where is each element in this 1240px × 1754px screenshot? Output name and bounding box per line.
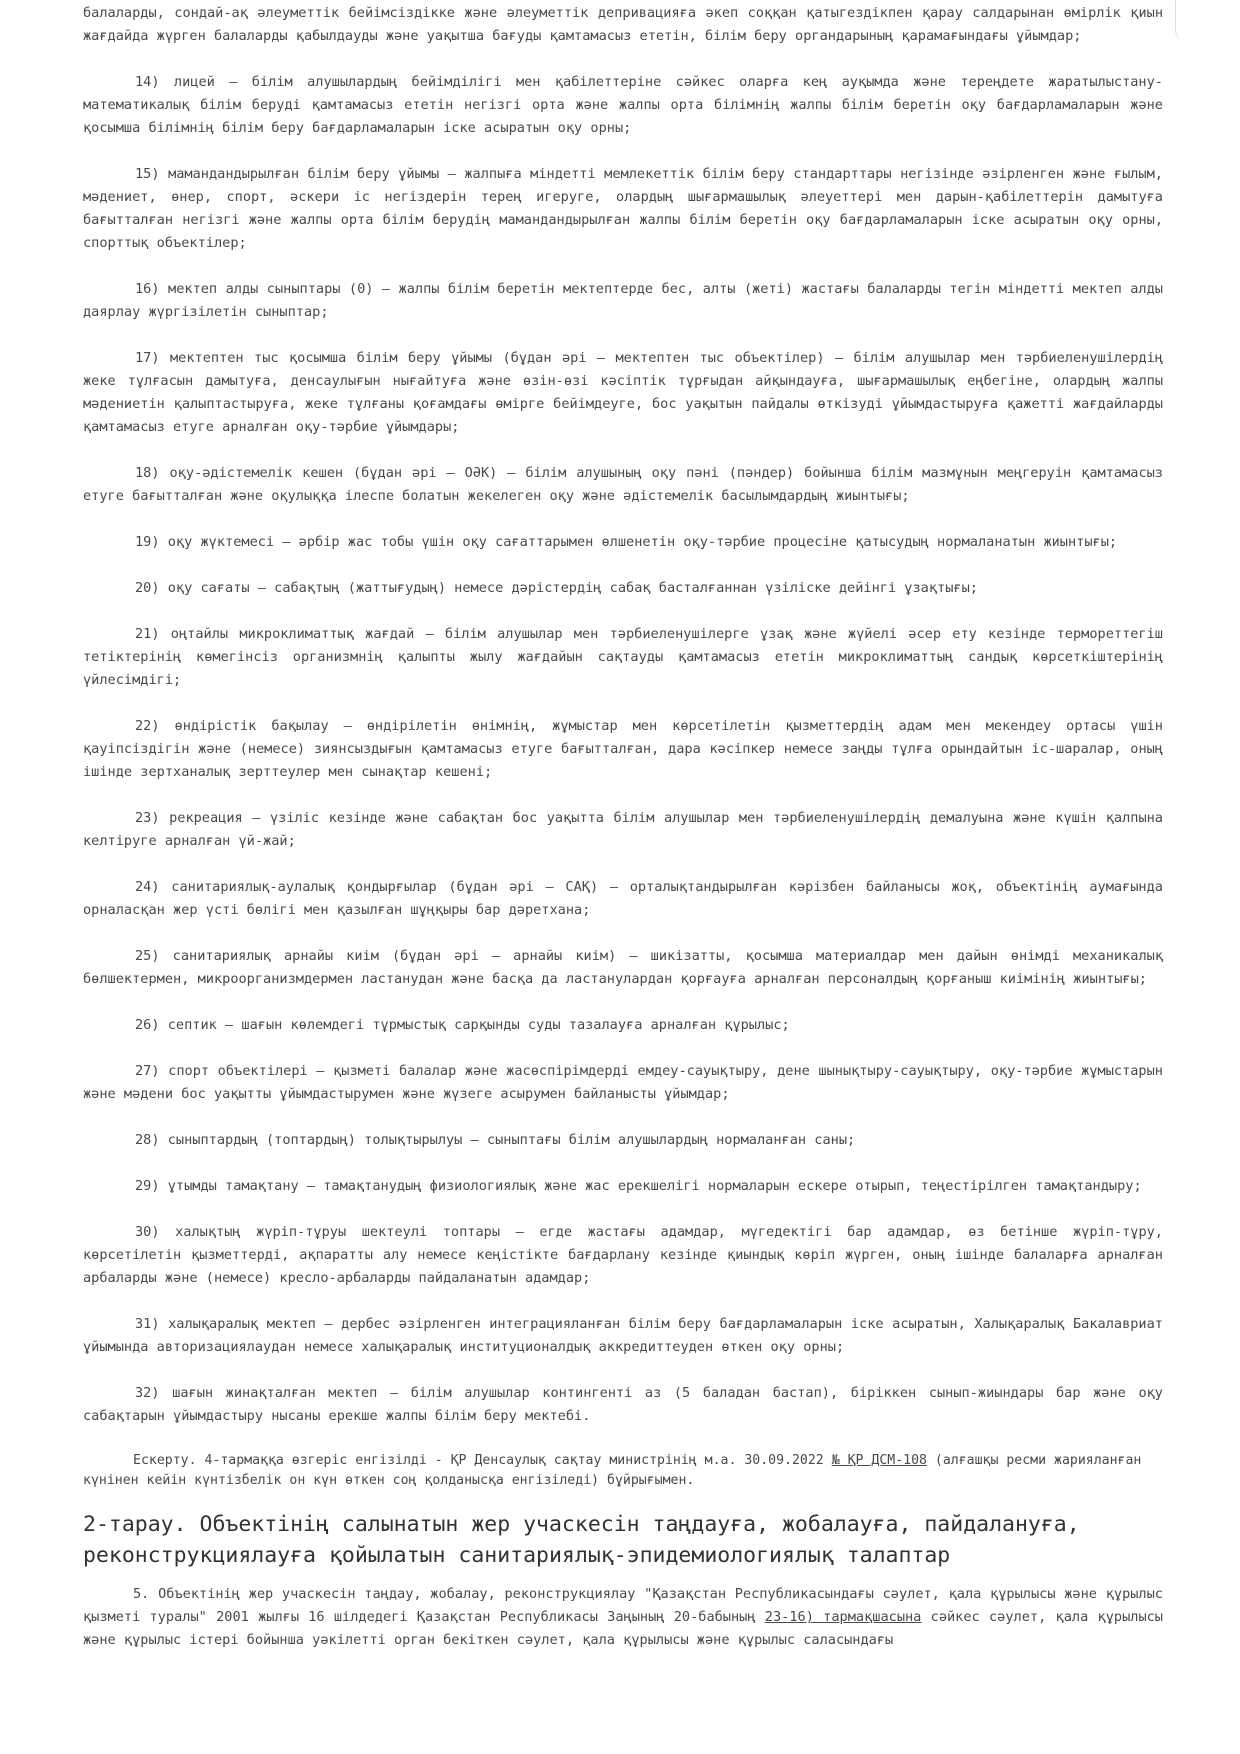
paragraph-22: 22) өндірістік бақылау – өндірілетін өнімнің, жұмыстар мен көрсетілетін қызметтердің адам мен мекендеу ортасы үшін қауіпсіздігін және (немесе) зиянсыздығын қамтамасыз етуге бағытталған, дара кәсіпкер немесе заңды тұлға орындайтын іс-шаралар, оның ішінде зертханалық зерттеулер мен сынақтар кешені;	[83, 718, 1163, 780]
amendment-note	[83, 1451, 1163, 1491]
paragraph-5-text-after: сәйкес сәулет, қала құрылысы және құрылыс істері бойынша уәкілетті орган бекіткен сәулет, қала құрылысы және құрылыс саласындағы	[83, 1609, 1163, 1648]
paragraph-20: 20) оқу сағаты – сабақтың (жаттығудың) немесе дәрістердің сабақ басталғаннан үзіліске дейінгі ұзақтығы;	[135, 580, 978, 596]
paragraph-14: 14) лицей – білім алушылардың бейімділігі мен қабілеттеріне сәйкес оларға кең ауқымда және тереңдете жаратылыстану-математикалық білім беруді қамтамасыз ететін негізгі орта және жалпы орта білімнің жалпы білім беретін оқу бағдарламаларын және қосымша білімнің білім беру бағдарламаларын іске асыратын оқу орны;	[83, 74, 1163, 136]
paragraph-continuation: балаларды, сондай-ақ әлеуметтік бейімсіздікке және әлеуметтік депривацияға әкеп соққан қатыгездікпен қарау салдарынан өмірлік қиын жағдайда жүрген балаларды қабылдауды және уақытша бағуды қамтамасыз ететін, білім беру органдарының қарамағындағы ұйымдар;	[83, 5, 1163, 44]
order-link[interactable]: № ҚР ДСМ-108	[831, 1453, 927, 1468]
paragraph-17: 17) мектептен тыс қосымша білім беру ұйымы (бұдан әрі – мектептен тыс объектілер) – білім алушылар мен тәрбиеленушілердің жеке тұлғасын дамытуға, денсаулығын нығайтуға және өзін-өзі кәсіптік тұрғыдан айқындауға, шығармашылық еңбегіне, олардың жалпы мәдениетін қалыптастыруға, жеке тұлғаны қоғамдағы өмірге бейімдеуге, бос уақытын пайдалы өткізуді ұйымдастыруға қажетті жағдайларды қамтамасыз етуге арналған оқу-тәрбие ұйымдары;	[83, 350, 1163, 435]
chapter-heading: 2-тарау. Объектінің салынатын жер учаскесін таңдауға, жобалауға, пайдалануға, реконструкциялауға қойылатын санитариялық-эпидемиологиялық талаптар	[83, 1512, 1080, 1568]
paragraph-31: 31) халықаралық мектеп – дербес әзірленген интеграцияланған білім беру бағдарламаларын іске асыратын, Халықаралық Бакалавриат ұйымында авторизациялаудан немесе халықаралық институционалдық аккредиттеуден өткен оқу орны;	[83, 1316, 1163, 1355]
paragraph-28: 28) сыныптардың (топтардың) толықтырылуы – сыныптағы білім алушылардың нормаланған саны;	[135, 1132, 856, 1148]
paragraph-21: 21) оңтайлы микроклиматтық жағдай – білім алушылар мен тәрбиеленушілерге ұзақ және жүйелі әсер ету кезінде термореттегіш тетіктерінің көмегінсіз организмнің қалыпты жылу жағдайын сақтауды қамтамасыз ететін микроклиматтың сандық көрсеткіштерінің үйлесімдігі;	[83, 626, 1163, 688]
paragraph-32: 32) шағын жинақталған мектеп – білім алушылар контингенті аз (5 баладан бастап), біріккен сынып-жиындары бар және оқу сабақтарын ұйымдастыру нысаны ерекше жалпы білім беру мектебі.	[83, 1385, 1163, 1424]
paragraph-29: 29) ұтымды тамақтану – тамақтанудың физиологиялық және жас ерекшелігі нормаларын ескере отырып, теңестірілген тамақтандыру;	[135, 1178, 1142, 1194]
note-text-before: Ескерту. 4-тармаққа өзгеріс енгізілді - ҚР Денсаулық сақтау министрінің м.а. 30.09.2022	[133, 1453, 832, 1468]
paragraph-23: 23) рекреация – үзіліс кезінде және сабақтан бос уақытта білім алушылар мен тәрбиеленушілердің демалуына және күшін қалпына келтіруге арналған үй-жай;	[83, 810, 1163, 849]
paragraph-18: 18) оқу-әдістемелік кешен (бұдан әрі – ОӘК) – білім алушының оқу пәні (пәндер) бойынша білім мазмұнын меңгеруін қамтамасыз етуге бағытталған және оқулыққа ілеспе болатын жекелеген оқу және әдістемелік басылымдардың жиынтығы;	[83, 465, 1163, 504]
paragraph-16: 16) мектеп алды сыныптары (0) – жалпы білім беретін мектептерде бес, алты (жеті) жастағы балаларды тегін міндетті мектеп алды даярлау жүргізілетін сыныптар;	[83, 281, 1163, 320]
paragraph-5	[83, 1583, 1163, 1652]
document-page	[83, 0, 1163, 1652]
paragraph-25: 25) санитариялық арнайы киім (бұдан әрі – арнайы киім) – шикізатты, қосымша материалдар мен дайын өнімді механикалық бөлшектермен, микроорганизмдермен ластанудан және басқа да ластанулардан қорғауға арналған персоналдың қорғаныш киімінің жиынтығы;	[83, 948, 1163, 987]
law-subparagraph-link[interactable]: 23-16) тармақшасына	[764, 1609, 922, 1625]
paragraph-5-text-before: 5. Объектінің жер учаскесін таңдау, жобалау, реконструкциялау "Қазақстан Республикасындағы сәулет, қала құрылысы және құрылыс қызметі туралы" 2001 жылғы 16 шілдедегі Қазақстан Республикасы Заңының 20-бабының	[83, 1586, 1163, 1625]
scrollbar-corner	[1175, 0, 1240, 40]
paragraph-24: 24) санитариялық-аулалық қондырғылар (бұдан әрі – САҚ) – орталықтандырылған кәрізбен байланысы жоқ, объектінің аумағында орналасқан жер үсті бөлігі мен қазылған шұңқыры бар дәретхана;	[83, 879, 1163, 918]
paragraph-27: 27) спорт объектілері – қызметі балалар және жасөспірімдерді емдеу-сауықтыру, дене шынықтыру-сауықтыру, оқу-тәрбие жұмыстарын және мәдени бос уақытты ұйымдастырумен және жүзеге асырумен байланысты ұйымдар;	[83, 1063, 1163, 1102]
paragraph-15: 15) мамандандырылған білім беру ұйымы – жалпыға міндетті мемлекеттік білім беру стандарттары негізінде әзірленген және ғылым, мәдениет, өнер, спорт, әскери іс негіздерін терең игеруге, олардың шығармашылық әлеуеттері мен дарын-қабілеттерін дамытуға бағытталған негізгі және жалпы орта білім берудің мамандандырылған жалпы білім беретін оқу бағдарламаларын іске асыратын оқу орны, спорттық объектілер;	[83, 166, 1163, 251]
paragraph-26: 26) септик – шағын көлемдегі тұрмыстық сарқынды суды тазалауға арналған құрылыс;	[135, 1017, 790, 1033]
paragraph-30: 30) халықтың жүріп-тұруы шектеулі топтары – егде жастағы адамдар, мүгедектігі бар адамдар, өз бетінше жүріп-тұру, көрсетілетін қызметтерді, ақпаратты алу немесе кеңістікте бағдарлану кезінде қиындық көріп жүрген, оның ішінде балаларға арналған арбаларды және (немесе) кресло-арбаларды пайдаланатын адамдар;	[83, 1224, 1163, 1286]
paragraph-19: 19) оқу жүктемесі – әрбір жас тобы үшін оқу сағаттарымен өлшенетін оқу-тәрбие процесіне қатысудың нормаланатын жиынтығы;	[135, 534, 1118, 550]
note-text-after: (алғашқы ресми жарияланған күнінен кейін күнтізбелік он күн өткен соң қолданысқа енгізіледі) бұйрығымен.	[83, 1453, 1142, 1488]
